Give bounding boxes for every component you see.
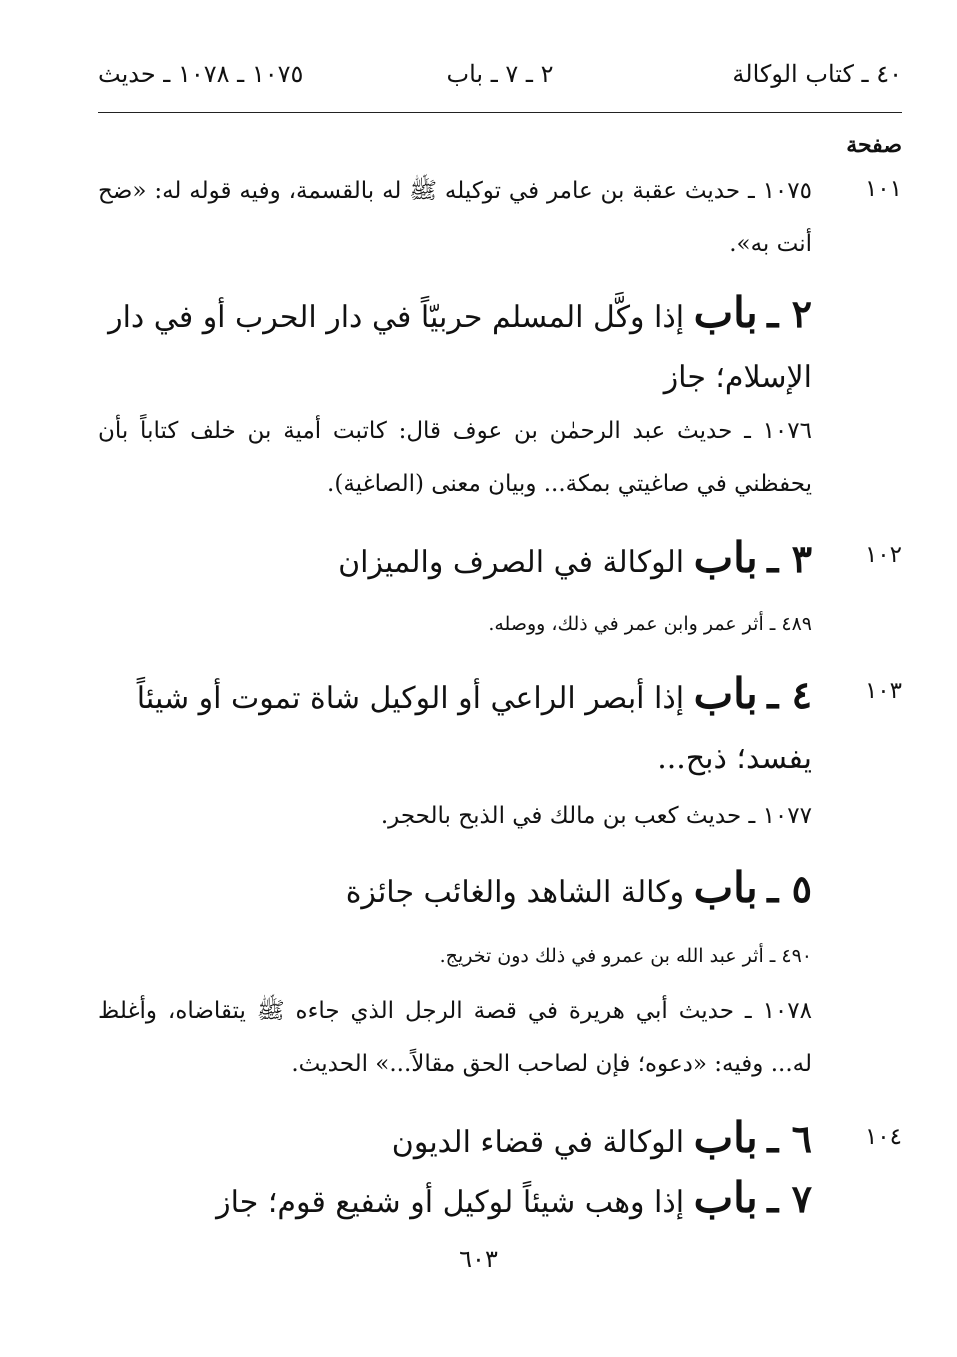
chapter-word: باب [693, 863, 758, 912]
chapter-word: باب [693, 1113, 758, 1162]
page-column-label: صفحة [846, 132, 902, 158]
page-number-103: ١٠٣ [864, 678, 902, 704]
chapter-heading-5 [98, 858, 812, 923]
header-divider [98, 112, 902, 113]
chapter-word: باب [693, 288, 758, 337]
chapter-word: باب [693, 1173, 758, 1222]
chapter-word: باب [693, 533, 758, 582]
chapter-title: إذا وهب شيئاً لوكيل أو شفيع قوم؛ جاز [216, 1185, 685, 1220]
page-number-101: ١٠١ [864, 176, 902, 202]
chapter-heading-4 [98, 664, 812, 789]
page-number-102: ١٠٢ [864, 542, 902, 568]
hadith-1075: ١٠٧٥ ـ حديث عقبة بن عامر في توكيله ﷺ له بالقسمة، وفيه قوله له: «ضح أنت به». [98, 178, 812, 257]
chapter-heading-7 [98, 1168, 812, 1233]
chapter-number: ٥ ـ [767, 866, 812, 911]
header-hadith-range: ١٠٧٥ ـ ١٠٧٨ ـ حديث [98, 60, 304, 88]
header-chapter-range: ٢ ـ ٧ ـ باب [446, 60, 554, 88]
chapter-number: ٣ ـ [767, 536, 812, 581]
athar-489: ٤٨٩ ـ أثر عمر وابن عمر في ذلك، ووصله. [488, 613, 812, 635]
chapter-number: ٦ ـ [767, 1116, 812, 1161]
header-book-title: ٤٠ ـ كتاب الوكالة [732, 60, 902, 88]
chapter-title: إذا وكَّل المسلم حربيّاً في دار الحرب أو في دار الإسلام؛ جاز [108, 300, 812, 395]
hadith-1078: ١٠٧٨ ـ حديث أبي هريرة في قصة الرجل الذي جاءه ﷺ يتقاضاه، وأغلظ له... وفيه: «دعوه؛ فإن لصاحب الحق مقالاً...» الحديث. [98, 998, 812, 1077]
hadith-1077: ١٠٧٧ ـ حديث كعب بن مالك في الذبح بالحجر. [380, 803, 812, 829]
athar-490: ٤٩٠ ـ أثر عبد الله بن عمرو في ذلك دون تخريج. [439, 945, 812, 967]
chapter-number: ٤ ـ [767, 672, 812, 717]
chapter-heading-6 [98, 1108, 812, 1173]
chapter-heading-3 [98, 528, 812, 593]
chapter-heading-2 [98, 283, 812, 408]
chapter-word: باب [693, 669, 758, 718]
footer-page-number: ٦٠٣ [459, 1245, 498, 1273]
chapter-title: الوكالة في قضاء الديون [391, 1125, 685, 1160]
page-number-104: ١٠٤ [864, 1124, 902, 1150]
chapter-title: وكالة الشاهد والغائب جائزة [345, 875, 685, 910]
chapter-number: ٢ ـ [767, 291, 812, 336]
running-header [98, 60, 902, 100]
hadith-1076: ١٠٧٦ ـ حديث عبد الرحمٰن بن عوف قال: كاتبت أمية بن خلف كتاباً بأن يحفظني في صاغيتي بمكة... وبيان معنى (الصاغية). [98, 418, 812, 497]
chapter-number: ٧ ـ [767, 1176, 812, 1221]
chapter-title: الوكالة في الصرف والميزان [338, 545, 685, 580]
chapter-title: إذا أبصر الراعي أو الوكيل شاة تموت أو شيئاً يفسد؛ ذبح... [136, 681, 812, 776]
